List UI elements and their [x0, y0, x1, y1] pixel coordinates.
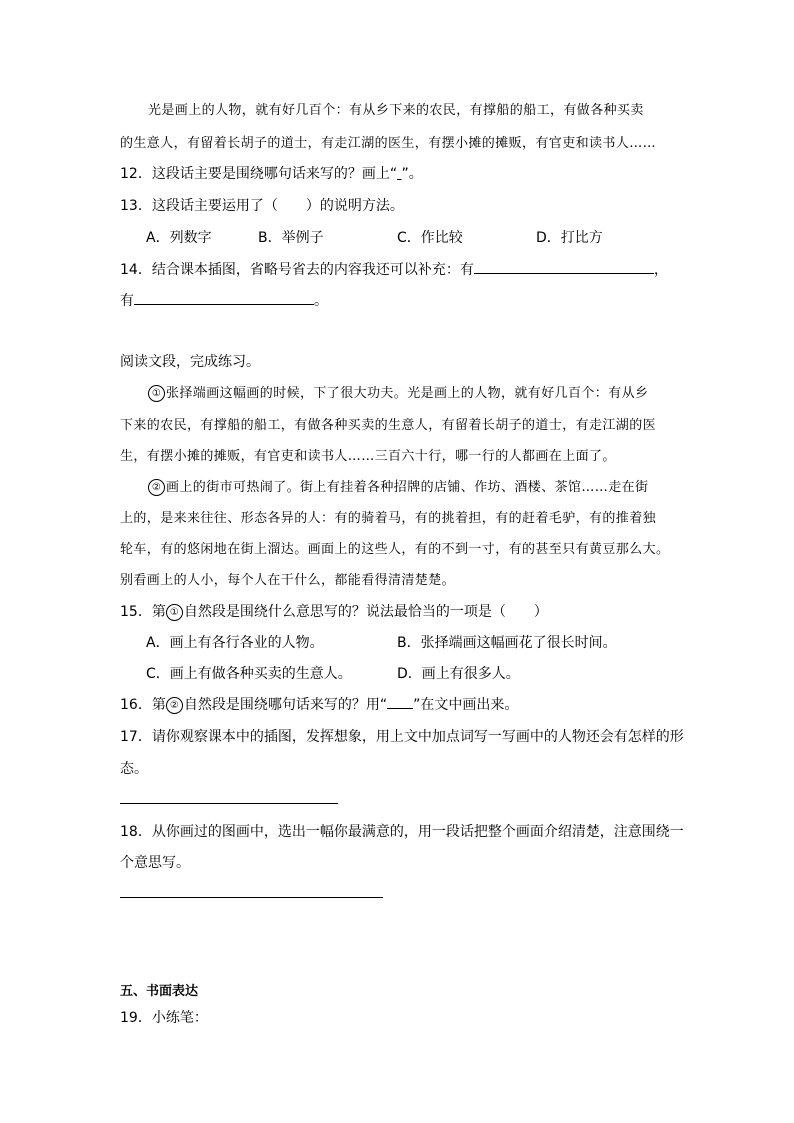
question-13-option-a[interactable]: A．列数字: [146, 230, 212, 246]
passage2-p1-line3: 生，有摆小摊的摊贩，有官吏和读书人……三百六十行，哪一行的人都画在上面了。: [120, 449, 616, 464]
question-13: 13．这段话主要运用了（ ）的说明方法。: [120, 198, 404, 214]
question-15-prefix: 15．第: [120, 604, 166, 620]
question-15-option-d[interactable]: D．画上有很多人。: [397, 666, 520, 682]
question-16-text-end: ”在文中画出来。: [413, 697, 519, 713]
passage2-p2-line1: [148, 478, 648, 498]
question-15-paragraph-number: ①: [166, 604, 183, 621]
question-14-line2-prefix: 有: [120, 293, 134, 309]
question-12-text: 12．这段话主要是围绕哪句话来写的？画上“: [120, 166, 398, 182]
paragraph-1-number: ①: [148, 385, 165, 402]
question-16-paragraph-number: ②: [166, 697, 183, 714]
question-14-answer-blank-2[interactable]: [134, 290, 314, 305]
question-16-underline-mark: [387, 698, 413, 709]
passage1-line2: 的生意人，有留着长胡子的道士，有走江湖的医生，有摆小摊的摊贩，有官吏和读书人……: [120, 136, 657, 151]
passage2-p2-line4: 别看画上的人小，每个人在干什么，都能看得清清楚楚。: [120, 573, 456, 588]
question-15-option-c[interactable]: C．画上有做各种买卖的生意人。: [146, 666, 352, 682]
question-14-line1: [120, 259, 668, 280]
question-16-prefix: 16．第: [120, 697, 166, 713]
question-15: [120, 602, 548, 622]
passage2-p2-line1-text: 画上的街市可热闹了。街上有挂着各种招牌的店铺、作坊、酒楼、茶馆……走在街: [166, 480, 649, 495]
question-15-text: 自然段是围绕什么意思写的？说法最恰当的一项是（ ）: [183, 604, 548, 620]
question-17-line2: 态。: [120, 761, 148, 777]
question-17-answer-line[interactable]: [120, 803, 338, 804]
question-14-line2: [120, 290, 328, 311]
passage2-p1-line1-text: 张择端画这幅画的时候，下了很大功夫。光是画上的人物，就有好几百个：有从乡: [166, 386, 649, 401]
question-12-suffix: ”。: [401, 166, 423, 182]
question-14-comma: ，: [653, 262, 668, 278]
question-15-option-a[interactable]: A．画上有各行各业的人物。: [146, 635, 324, 651]
question-13-option-c[interactable]: C．作比较: [397, 230, 463, 246]
question-15-option-b[interactable]: B．张择端画这幅画花了很长时间。: [397, 635, 617, 651]
passage1-line1: 光是画上的人物，就有好几百个：有从乡下来的农民，有撑船的船工，有做各种买卖: [148, 103, 644, 118]
paragraph-2-number: ②: [148, 479, 165, 496]
question-16: [120, 695, 518, 715]
question-14-prefix: 14．结合课本插图，省略号省去的内容我还可以补充：有: [120, 262, 474, 278]
question-17-line1: 17．请你观察课本中的插图，发挥想象，用上文中加点词写一写画中的人物还会有怎样的形: [120, 729, 684, 745]
passage2-p2-line3: 轮车，有的悠闲地在街上溜达。画面上的这些人，有的不到一寸，有的甚至只有黄豆那么大。: [120, 542, 670, 557]
question-18-answer-line[interactable]: [120, 897, 383, 898]
passage2-p1-line2: 下来的农民，有撑船的船工，有做各种买卖的生意人，有留着长胡子的道士，有走江湖的医: [120, 418, 657, 433]
reading-instruction: 阅读文段，完成练习。: [120, 354, 260, 370]
section-5-title: 五、书面表达: [120, 984, 199, 999]
passage2-p1-line1: [148, 384, 648, 404]
question-13-option-b[interactable]: B．举例子: [258, 230, 324, 246]
question-18-line2: 个意思写。: [120, 855, 190, 871]
question-14-period: 。: [314, 293, 328, 309]
question-13-option-d[interactable]: D．打比方: [536, 230, 603, 246]
question-18-line1: 18．从你画过的图画中，选出一幅你最满意的，用一段话把整个画面介绍清楚，注意围绕一: [120, 824, 684, 840]
question-19: 19．小练笔：: [120, 1010, 208, 1026]
question-16-text: 自然段是围绕哪句话来写的？用“: [183, 697, 388, 713]
question-12: [120, 164, 423, 184]
question-14-answer-blank-1[interactable]: [474, 259, 654, 274]
passage2-p2-line2: 上的，是来来往往、形态各异的人：有的骑着马，有的挑着担，有的赶着毛驴，有的推着独: [120, 511, 657, 526]
